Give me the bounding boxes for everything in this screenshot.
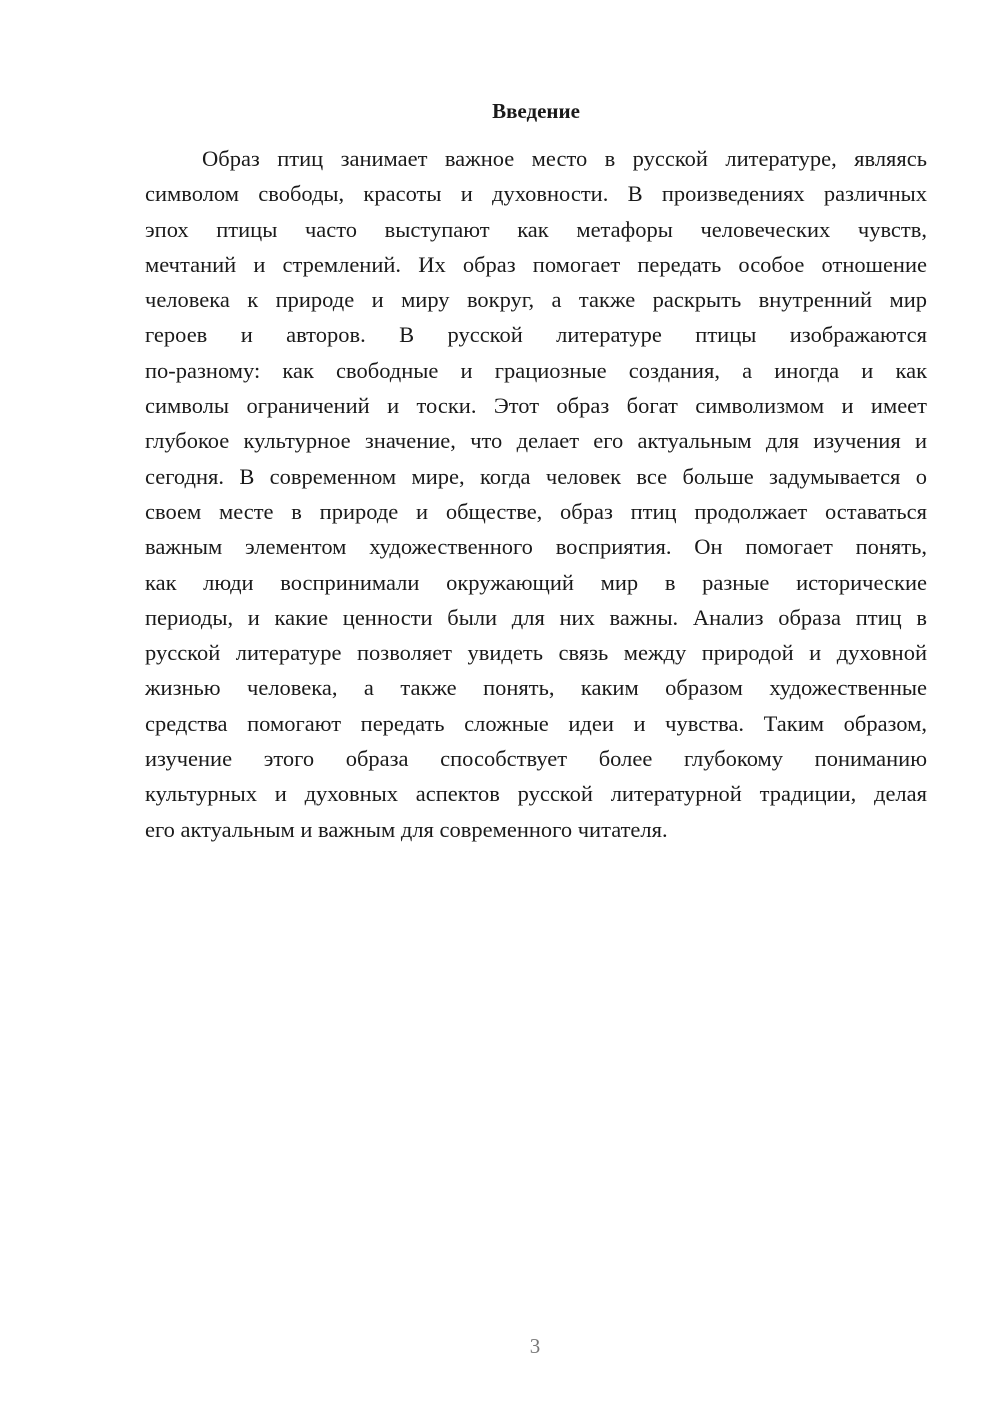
paragraph-line: символом свободы, красоты и духовности. В произведениях различных [145,181,927,207]
paragraph-line: глубокое культурное значение, что делает его актуальным для изучения и [145,428,927,454]
paragraph-line: изучение этого образа способствует более глубокому пониманию [145,746,927,772]
paragraph-line: средства помогают передать сложные идеи и чувства. Таким образом, [145,710,927,736]
paragraph-line: культурных и духовных аспектов русской литературной традиции, делая [145,781,927,807]
paragraph-line: как люди воспринимали окружающий мир в разные исторические [145,569,927,595]
paragraph-line: русской литературе позволяет увидеть связь между природой и духовной [145,640,927,666]
paragraph-line: важным элементом художественного восприятия. Он помогает понять, [145,534,927,560]
paragraph-line: жизнью человека, а также понять, каким образом художественные [145,675,927,701]
paragraph-line: эпох птицы часто выступают как метафоры человеческих чувств, [145,216,927,242]
paragraph-line: периоды, и какие ценности были для них важны. Анализ образа птиц в [145,604,927,630]
body-paragraph [145,141,927,847]
paragraph-line: человека к природе и миру вокруг, а также раскрыть внутренний мир [145,287,927,313]
paragraph-line: символы ограничений и тоски. Этот образ богат символизмом и имеет [145,393,927,419]
section-heading: Введение [492,99,580,123]
paragraph-line: Образ птиц занимает важное место в русской литературе, являясь [202,146,927,171]
paragraph-line: сегодня. В современном мире, когда человек все больше задумывается о [145,463,927,489]
paragraph-line: своем месте в природе и обществе, образ птиц продолжает оставаться [145,498,927,524]
paragraph-line: мечтаний и стремлений. Их образ помогает передать особое отношение [145,251,927,277]
paragraph-line: героев и авторов. В русской литературе птицы изображаются [145,322,927,348]
page-number: 3 [529,1334,541,1358]
paragraph-line: его актуальным и важным для современного читателя. [145,816,668,842]
paragraph-line: по-разному: как свободные и грациозные создания, а иногда и как [145,357,927,383]
